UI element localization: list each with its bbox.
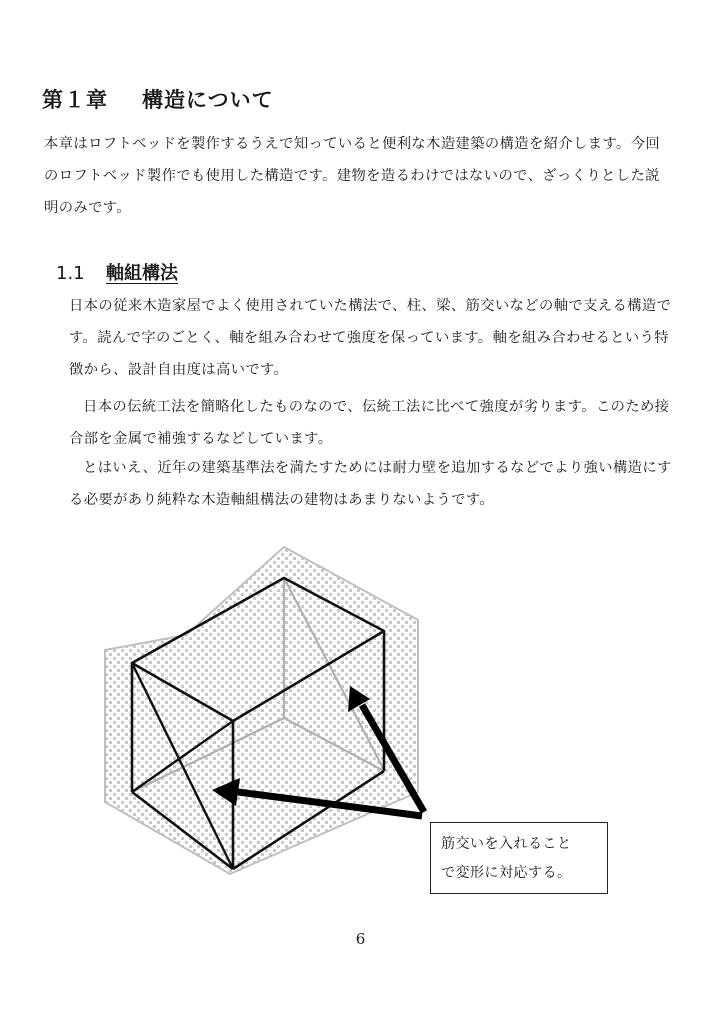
callout-line-1: 筋交いを入れること (441, 836, 572, 852)
section-number: 1.1 (56, 263, 85, 284)
dotted-wall-background (105, 547, 418, 874)
chapter-number: 第１章 (42, 88, 108, 112)
chapter-heading (42, 84, 274, 114)
frame-structure-diagram (100, 540, 430, 880)
section-heading (56, 259, 178, 285)
callout-line-2: で変形に対応する。 (441, 865, 572, 881)
figure-callout-box (430, 822, 608, 894)
page-number: 6 (355, 930, 366, 948)
intro-paragraph: 本章はロフトベッドを製作するうえで知っていると便利な木造建築の構造を紹介します。今回のロフトベッド製作でも使用した構造です。建物を造るわけではないので、ざっくりとした説明のみです。 (44, 136, 661, 216)
section-paragraph-1: 日本の従来木造家屋でよく使用されていた構法で、柱、梁、筋交いなどの軸で支える構造です。読んで字のごとく、軸を組み合わせて強度を保っています。軸を組み合わせるという特徴から、設計自由度は高いです。 (69, 298, 672, 378)
section-paragraph-2: 日本の伝統工法を簡略化したものなので、伝統工法に比べて強度が劣ります。このため接合部を金属で補強するなどしています。 (69, 399, 670, 447)
section-title: 軸組構法 (106, 263, 178, 284)
chapter-title: 構造について (142, 88, 274, 112)
section-paragraph-3: とはいえ、近年の建築基準法を満たすためには耐力壁を追加するなどでより強い構造にする必要があり純粋な木造軸組構法の建物はあまりないようです。 (69, 460, 672, 508)
